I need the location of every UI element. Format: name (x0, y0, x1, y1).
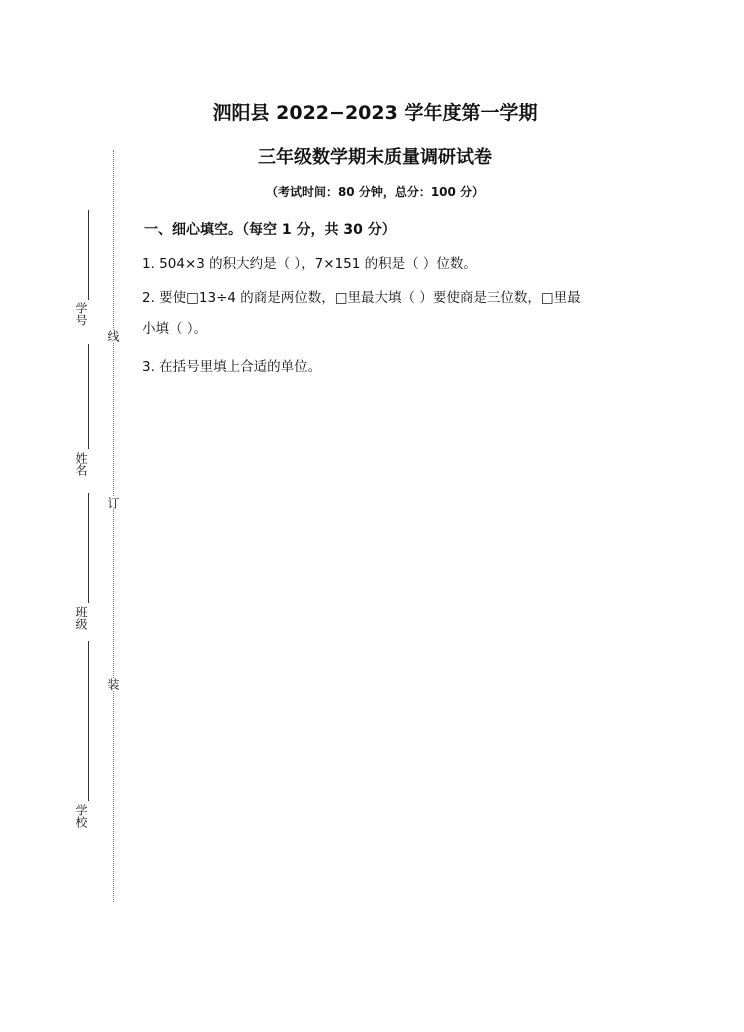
exam-title-line1: 泗阳县 2022−2023 学年度第一学期 (212, 102, 538, 124)
student-id-label: 学号 (74, 302, 88, 326)
seal-char-ding: 订 (106, 497, 120, 509)
student-id-underline[interactable] (88, 210, 89, 300)
question-2-line-2: 小填（ ）。 (142, 321, 208, 337)
school-underline[interactable] (88, 641, 89, 801)
class-label: 班级 (74, 606, 88, 630)
question-2 (142, 283, 632, 345)
seal-char-zhuang: 装 (106, 678, 120, 690)
question-3-line-1: 3. 在括号里填上合适的单位。 (142, 359, 322, 375)
section-title: 一、细心填空。（每空 1 分，共 30 分） (144, 222, 396, 238)
seal-char-xian: 线 (106, 330, 120, 342)
exam-time-score-info: （考试时间：80 分钟，总分：100 分） (265, 185, 485, 199)
name-label: 姓名 (74, 452, 88, 476)
question-1 (142, 249, 632, 280)
school-label: 学校 (74, 804, 88, 828)
question-2-line-1: 2. 要使□13÷4 的商是两位数，□里最大填（ ）要使商是三位数，□里最 (142, 290, 581, 306)
question-3 (142, 352, 632, 383)
question-1-line-1: 1. 504×3 的积大约是（ ），7×151 的积是（ ）位数。 (142, 256, 477, 272)
exam-title-line2: 三年级数学期末质量调研试卷 (258, 147, 492, 168)
class-underline[interactable] (88, 493, 89, 603)
binding-dotted-line (113, 150, 114, 902)
name-underline[interactable] (88, 344, 89, 449)
